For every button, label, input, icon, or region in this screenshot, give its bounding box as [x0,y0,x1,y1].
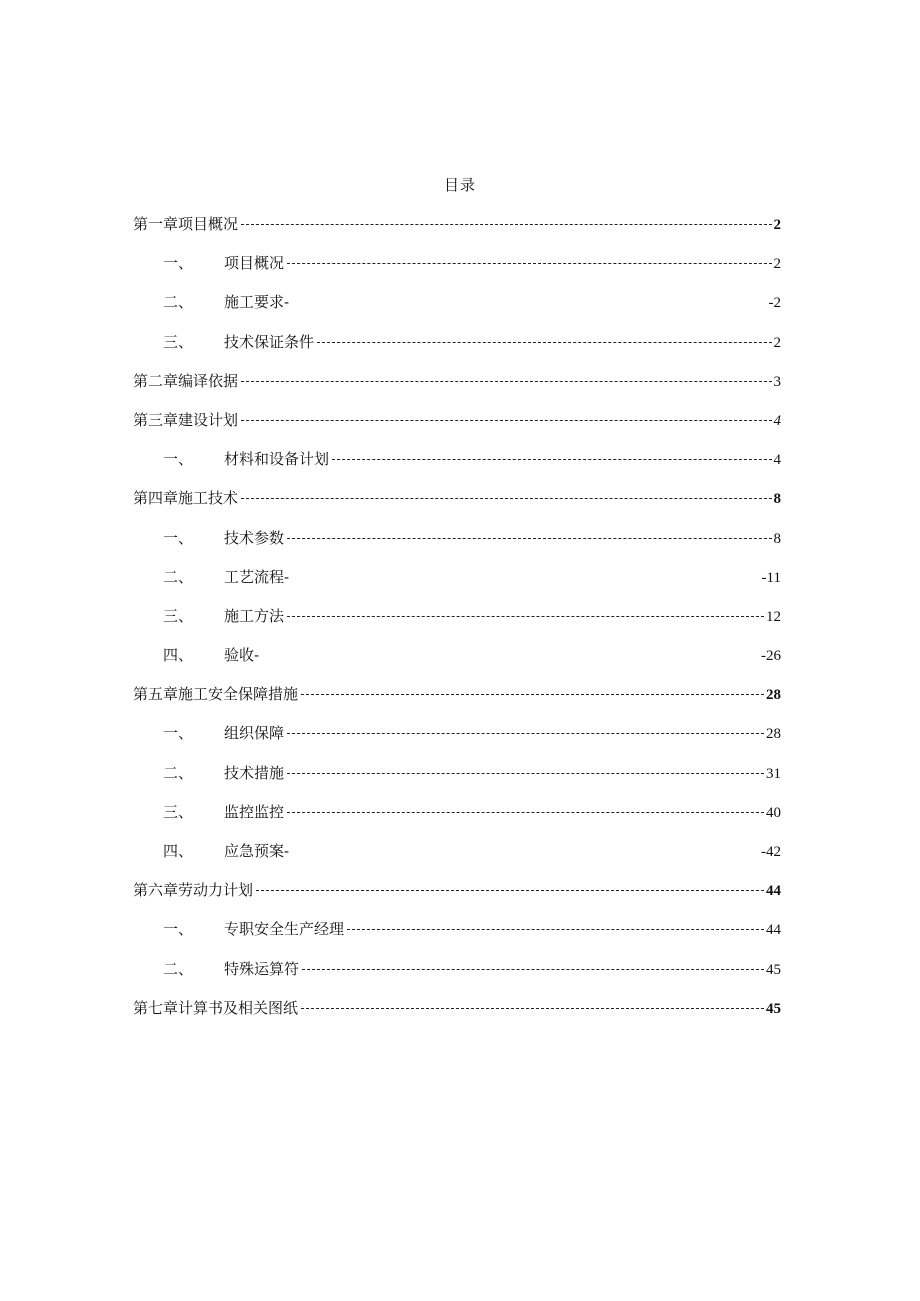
toc-page-number: 28 [766,687,781,704]
toc-dot-leader [241,420,771,421]
toc-section-entry[interactable] [133,832,781,871]
toc-section-number: 一、 [163,920,194,939]
toc-title: 目录 [443,176,476,194]
toc-entry-label: 验收- [224,646,260,665]
toc-entry-label: 第四章施工技术 [133,489,239,508]
toc-section-number: 一、 [163,254,194,273]
toc-chapter-entry[interactable] [133,205,781,244]
toc-page-number: 2 [773,217,781,233]
toc-dot-leader [287,812,764,813]
toc-page-number: 8 [773,530,781,547]
toc-section-number: 一、 [163,528,194,547]
toc-dot-leader [301,1008,764,1009]
toc-section-number: 二、 [163,959,194,978]
toc-section-entry[interactable] [133,910,781,949]
toc-dot-leader [256,890,764,891]
toc-section-entry[interactable] [133,440,781,479]
toc-chapter-entry[interactable] [133,401,781,440]
toc-entry-label: 技术参数 [224,528,285,547]
toc-entry-label: 技术保证条件 [224,332,315,351]
toc-page-number: 3 [773,373,781,390]
toc-entry-label: 第七章计算书及相关图纸 [133,998,299,1017]
toc-dot-leader [241,224,771,225]
toc-entry-label: 特殊运算符 [224,959,300,978]
toc-dot-leader [241,498,771,499]
toc-chapter-entry[interactable] [133,479,781,518]
toc-page-number: -42 [761,844,781,860]
toc-section-entry[interactable] [133,793,781,832]
toc-section-entry[interactable] [133,244,781,283]
toc-dot-leader [287,538,771,539]
toc-section-number: 一、 [163,450,194,469]
toc-section-entry[interactable] [133,558,781,597]
toc-page-number: 8 [773,491,781,508]
toc-section-number: 二、 [163,567,194,586]
toc-page-number: 44 [766,922,781,939]
toc-page-number: 44 [766,883,781,900]
toc-section-entry[interactable] [133,597,781,636]
toc-dot-leader [317,342,771,343]
toc-page-number: 28 [766,726,781,743]
toc-entry-label: 施工方法 [224,606,285,625]
toc-section-number: 三、 [163,802,194,821]
toc-page-number: 45 [766,961,781,978]
toc-section-number: 二、 [163,763,194,782]
toc-entry-label: 技术措施 [224,763,285,782]
toc-dot-leader [287,263,771,264]
toc-section-number: 三、 [163,332,194,351]
toc-section-entry[interactable] [133,754,781,793]
toc-section-number: 四、 [163,842,194,860]
toc-section-entry[interactable] [133,283,781,322]
toc-page-number: 12 [766,608,781,625]
toc-dot-leader [287,733,764,734]
toc-entry-label: 第三章建设计划 [133,410,239,429]
toc-page-number: 2 [773,256,781,273]
toc-entry-label: 第六章劳动力计划 [133,881,254,900]
toc-dot-leader [301,694,764,695]
toc-page-number: 45 [766,1000,781,1017]
toc-entry-label: 应急预案- [224,842,290,860]
toc-dot-leader [241,381,771,382]
toc-section-entry[interactable] [133,519,781,558]
toc-section-number: 一、 [163,724,194,743]
toc-page-number: 31 [766,765,781,782]
toc-dot-leader [302,969,764,970]
toc-entry-label: 第二章编译依据 [133,371,239,390]
toc-entry-label: 项目概况 [224,254,285,273]
toc-entry-label: 施工要求- [224,293,290,312]
toc-section-entry[interactable] [133,323,781,362]
toc-section-number: 四、 [163,646,194,665]
toc-section-entry[interactable] [133,636,781,675]
toc-page-number: -2 [768,295,781,312]
toc-dot-leader [287,616,764,617]
toc-entry-label: 工艺流程- [224,567,290,586]
toc-dot-leader [347,929,764,930]
toc-page-number: -26 [761,648,781,665]
toc-dot-leader [332,459,771,460]
toc-page-number: 4 [773,452,781,469]
toc-page-number: 4 [773,412,781,429]
toc-chapter-entry[interactable] [133,675,781,714]
toc-page-number: -11 [761,569,781,586]
toc-section-entry[interactable] [133,714,781,753]
toc-section-number: 二、 [163,293,194,312]
table-of-contents [133,205,781,1028]
toc-entry-label: 第一章项目概况 [133,215,239,233]
toc-entry-label: 第五章施工安全保障措施 [133,685,299,704]
toc-entry-label: 专职安全生产经理 [224,920,345,939]
toc-entry-label: 组织保障 [224,724,285,743]
toc-entry-label: 材料和设备计划 [224,450,330,469]
toc-page-number: 40 [766,804,781,821]
toc-section-number: 三、 [163,606,194,625]
toc-entry-label: 监控监控 [224,802,285,821]
toc-page-number: 2 [773,334,781,351]
toc-dot-leader [287,773,764,774]
toc-chapter-entry[interactable] [133,989,781,1028]
toc-chapter-entry[interactable] [133,871,781,910]
toc-chapter-entry[interactable] [133,362,781,401]
toc-section-entry[interactable] [133,950,781,989]
